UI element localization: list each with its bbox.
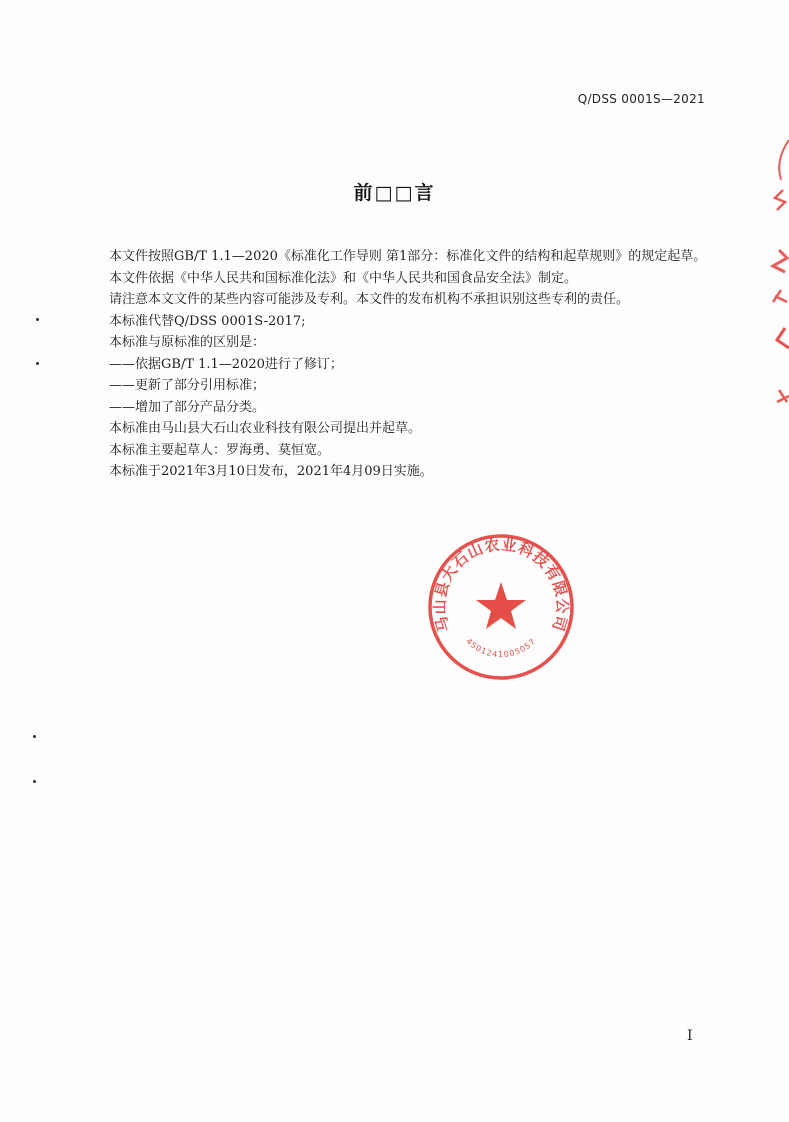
paragraph-differences: 本标准与原标准的区别是： <box>109 335 266 350</box>
paragraph-drafting-basis: 本文件按照GB/T 1.1—2020《标准化工作导则 第1部分：标准化文件的结构和起草规则》的规定起草。 <box>109 249 707 264</box>
page-number: I <box>687 1028 693 1044</box>
svg-text:4501241005057 <box>464 637 538 660</box>
seal-company-name: 马山县大石山农业科技有限公司 <box>430 535 572 634</box>
page-title: 前□□言 <box>353 182 436 204</box>
paragraph-drafters: 本标准主要起草人：罗海勇、莫恒宽。 <box>109 442 331 458</box>
scan-speck <box>36 362 39 365</box>
paragraph-dates: 本标准于2021年3月10日发布，2021年4月09日实施。 <box>109 464 433 479</box>
standard-code: Q/DSS 0001S—2021 <box>577 92 705 106</box>
seal-registration-number: 4501241005057 <box>464 636 538 660</box>
list-item-added-categories: ——增加了部分产品分类。 <box>109 399 266 415</box>
paragraph-replaces: 本标准代替Q/DSS 0001S-2017; <box>109 313 306 329</box>
paragraph-proposer: 本标准由马山县大石山农业科技有限公司提出并起草。 <box>109 421 422 436</box>
paragraph-patent-notice: 请注意本文文件的某些内容可能涉及专利。本文件的发布机构不承担识别这些专利的责任。 <box>109 292 630 307</box>
list-item-updated-references: ——更新了部分引用标准； <box>109 378 266 393</box>
list-item-revised: ——依据GB/T 1.1—2020进行了修订； <box>109 356 343 372</box>
company-seal-icon <box>426 532 576 682</box>
foreword-body <box>83 246 709 483</box>
scan-speck <box>33 735 36 738</box>
paragraph-legal-basis: 本文件依据《中华人民共和国标准化法》和《中华人民共和国食品安全法》制定。 <box>109 270 578 286</box>
edge-seal-fragment-icon <box>767 140 789 420</box>
scan-speck <box>33 780 36 783</box>
scan-speck <box>36 318 39 321</box>
